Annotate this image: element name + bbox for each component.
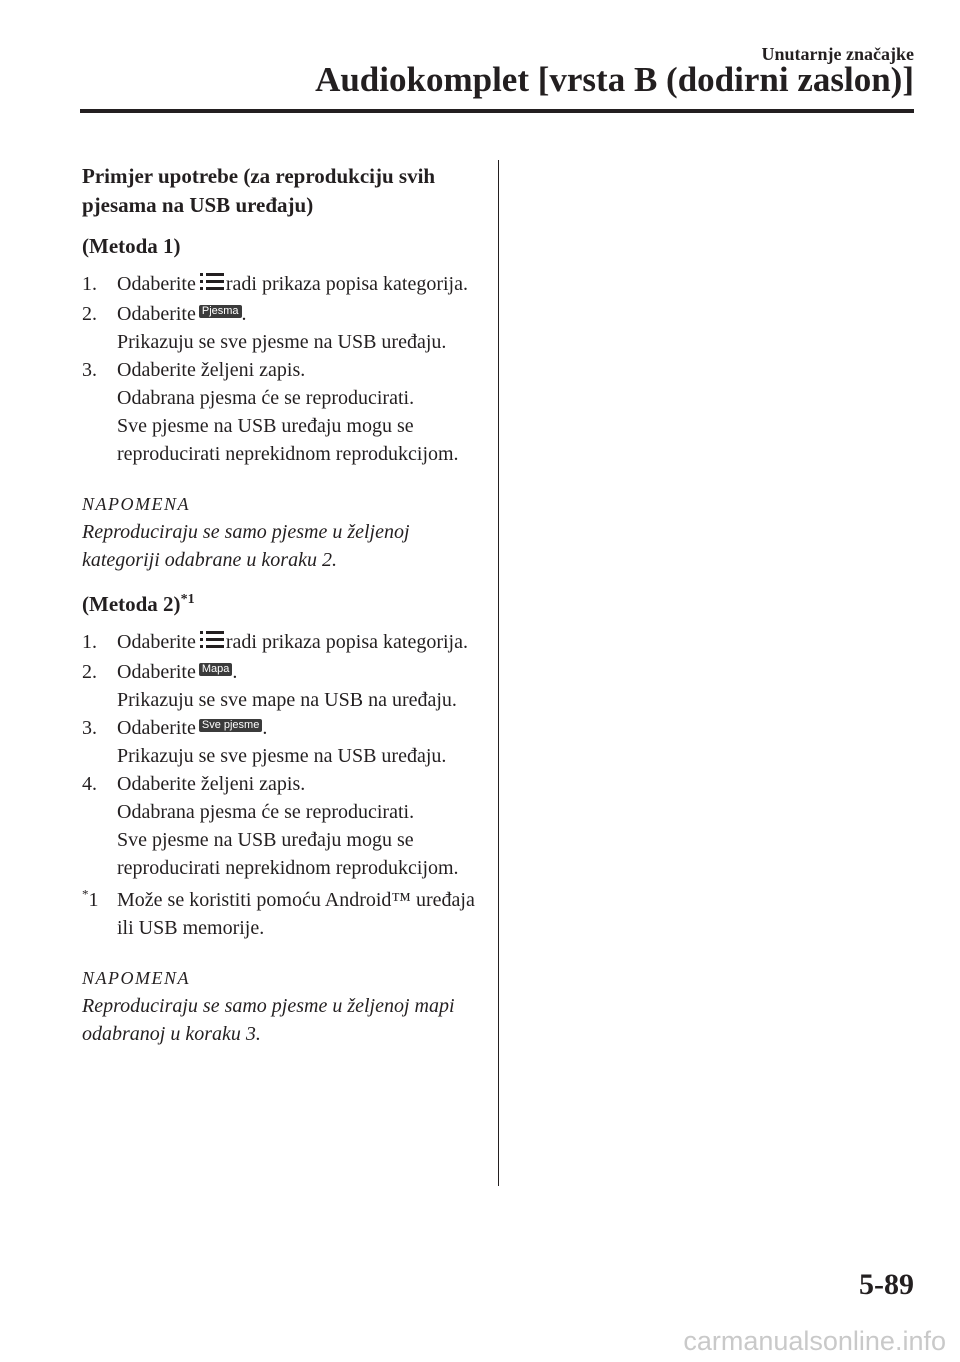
step-text: radi prikaza popisa kategorija. bbox=[225, 273, 468, 295]
footnote-number: 1 bbox=[88, 889, 99, 911]
step-detail: Odabrana pjesma će se reproducirati. bbox=[117, 387, 415, 409]
note-title: NAPOMENA bbox=[82, 968, 190, 988]
step-text: radi prikaza popisa kategorija. bbox=[225, 631, 468, 653]
step-text: Odaberite bbox=[117, 661, 196, 683]
footnote-asterisk: * bbox=[82, 886, 89, 902]
list-item bbox=[82, 628, 482, 658]
method-1-heading: (Metoda 1) bbox=[82, 234, 181, 258]
step-text: Odaberite bbox=[117, 717, 196, 739]
column-divider bbox=[498, 160, 499, 1186]
step-detail: Prikazuju se sve pjesme na USB uređaju. bbox=[117, 745, 447, 767]
step-text: . bbox=[262, 717, 268, 739]
page-number: 5-89 bbox=[859, 1268, 914, 1301]
mapa-button-label: Mapa bbox=[199, 663, 233, 676]
note-title: NAPOMENA bbox=[82, 494, 190, 514]
footnote-ref: *1 bbox=[180, 592, 195, 607]
step-number: 4. bbox=[82, 773, 97, 795]
step-text: Odaberite željeni zapis. bbox=[117, 359, 306, 381]
footnote-mark bbox=[82, 886, 99, 914]
list-icon bbox=[200, 272, 224, 300]
step-detail: Sve pjesme na USB uređaju mogu se reproducirati neprekidnom reprodukcijom. bbox=[117, 829, 459, 879]
note-2 bbox=[82, 964, 482, 1048]
method-2-title: (Metoda 2) bbox=[82, 592, 181, 616]
step-number: 2. bbox=[82, 303, 97, 325]
example-heading: Primjer upotrebe (za reprodukciju svih pjesama na USB uređaju) bbox=[82, 164, 436, 217]
footnote-text: Može se koristiti pomoću Android™ uređaja ili USB memorije. bbox=[117, 889, 475, 939]
method-2-steps bbox=[82, 628, 482, 882]
header-divider bbox=[80, 109, 914, 113]
pjesma-button-label: Pjesma bbox=[199, 305, 242, 318]
page-title: Audiokomplet [vrsta B (dodirni zaslon)] bbox=[315, 60, 914, 99]
step-text: . bbox=[232, 661, 238, 683]
list-item bbox=[82, 770, 482, 882]
step-number: 3. bbox=[82, 359, 97, 381]
list-icon bbox=[200, 630, 224, 658]
main-content bbox=[82, 162, 482, 1064]
section-title: Unutarnje značajke bbox=[761, 44, 914, 64]
sve-pjesme-button-label: Sve pjesme bbox=[199, 719, 262, 732]
footnote bbox=[82, 886, 482, 942]
step-number: 1. bbox=[82, 631, 97, 653]
list-item bbox=[82, 714, 482, 770]
method-2-heading bbox=[82, 590, 482, 618]
watermark: carmanualsonline.info bbox=[683, 1326, 946, 1356]
step-number: 2. bbox=[82, 661, 97, 683]
note-1 bbox=[82, 490, 482, 574]
step-text: Odaberite bbox=[117, 631, 196, 653]
step-number: 3. bbox=[82, 717, 97, 739]
step-text: . bbox=[241, 303, 247, 325]
step-number: 1. bbox=[82, 273, 97, 295]
note-text: Reproduciraju se samo pjesme u željenoj mapi odabranoj u koraku 3. bbox=[82, 995, 455, 1045]
list-item bbox=[82, 658, 482, 714]
step-text: Odaberite bbox=[117, 303, 196, 325]
list-item bbox=[82, 270, 482, 300]
note-text: Reproduciraju se samo pjesme u željenoj kategoriji odabrane u koraku 2. bbox=[82, 521, 410, 571]
list-item bbox=[82, 356, 482, 468]
list-item bbox=[82, 300, 482, 356]
method-1-steps bbox=[82, 270, 482, 468]
step-text: Odaberite željeni zapis. bbox=[117, 773, 306, 795]
step-detail: Odabrana pjesma će se reproducirati. bbox=[117, 801, 415, 823]
step-detail: Prikazuju se sve mape na USB na uređaju. bbox=[117, 689, 457, 711]
step-detail: Prikazuju se sve pjesme na USB uređaju. bbox=[117, 331, 447, 353]
step-detail: Sve pjesme na USB uređaju mogu se reproducirati neprekidnom reprodukcijom. bbox=[117, 415, 459, 465]
step-text: Odaberite bbox=[117, 273, 196, 295]
